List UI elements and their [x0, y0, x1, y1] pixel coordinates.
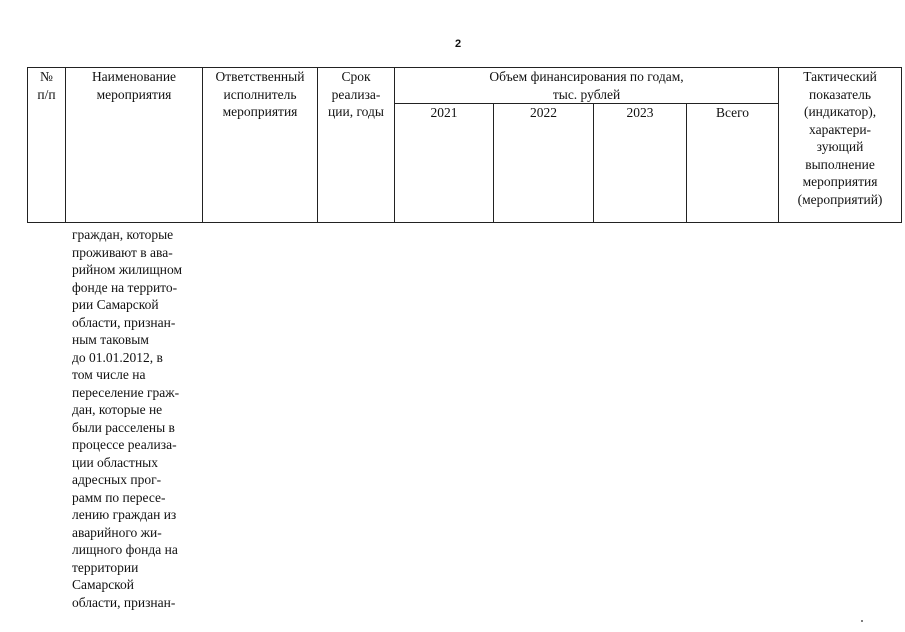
page-number: 2 — [454, 38, 462, 50]
header-funding-volume: Объем финансирования по годам, тыс. рублей — [395, 68, 779, 104]
header-activity-name: Наименование мероприятия — [66, 68, 203, 223]
header-year-2021: 2021 — [395, 104, 494, 223]
header-year-2023: 2023 — [594, 104, 687, 223]
scan-speck — [861, 620, 863, 622]
program-table-header — [27, 67, 902, 223]
header-year-total: Всего — [687, 104, 779, 223]
header-number: № п/п — [28, 68, 66, 223]
activity-name-continuation: граждан, которые проживают в ава- рийном жилищном фонде на террито- рии Самарской области, признан- ным таковым до 01.01.2012, в том числе на переселение граж- дан, которые не были расселены в процессе реализа- ции областных адресных прог- рамм по пересе- лению граждан из аварийного жи- лищного фонда на территории Самарской области, признан- — [72, 227, 183, 610]
header-year-2022: 2022 — [494, 104, 594, 223]
header-responsible-executor: Ответственный исполнитель мероприятия — [203, 68, 318, 223]
header-implementation-term: Срок реализа- ции, годы — [318, 68, 395, 223]
header-tactical-indicator: Тактический показатель (индикатор), характери- зующий выполнение мероприятия (мероприятий) — [779, 68, 902, 223]
